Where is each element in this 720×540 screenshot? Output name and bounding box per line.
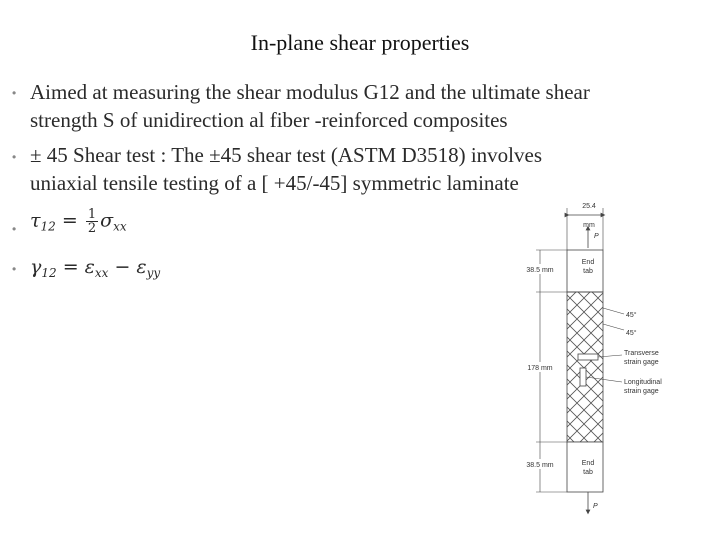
bottom-end-tab-label: tab: [583, 469, 593, 476]
bullet-1-line-2: strength S of unidirection al fiber -reinforced composites: [30, 108, 508, 132]
bottom-end-tab: [567, 442, 603, 492]
bullet-marker: •: [12, 86, 17, 100]
specimen-diagram: [500, 200, 700, 520]
bullet-marker: •: [12, 150, 17, 164]
top-end-tab-label: End: [581, 259, 595, 266]
longitudinal-strain-gage: [580, 368, 586, 386]
top-end-tab-label: tab: [583, 268, 593, 275]
bullet-1-line-1: Aimed at measuring the shear modulus G12 and the ultimate shear: [30, 80, 590, 104]
transverse-strain-gage: [578, 354, 598, 360]
slide-title: In-plane shear properties: [250, 30, 470, 55]
bullet-2-line-2: uniaxial tensile testing of a [ +45/-45] symmetric laminate: [30, 171, 519, 195]
gamma-symbol: γ: [30, 256, 42, 278]
top-load-label: P: [594, 233, 599, 240]
bullet-marker: •: [12, 262, 17, 276]
longitudinal-gage-label: Longitudinal: [624, 379, 662, 386]
shear-strain-equation: $\gamma_{12} = \varepsilon_{xx} - \varepsilon_{yy}$: [30, 256, 161, 280]
shear-stress-equation: $\tau_{12}$ = $\frac{1}{2}$ $\sigma_{xx}$: [30, 207, 127, 236]
angle-leader-top: [603, 308, 624, 314]
transverse-gage-label: Transverse: [624, 350, 659, 357]
tau-symbol: τ: [30, 209, 41, 232]
angle-leader-bottom: [603, 324, 624, 330]
top-tab-length-label: 38.5 mm: [526, 267, 554, 274]
angle-label-top: 45°: [626, 312, 637, 319]
fraction: $\frac{1}{2}$: [87, 207, 97, 236]
transverse-gage-label: strain gage: [624, 359, 659, 366]
bullet-2-line-1: ± 45 Shear test : The ±45 shear test (ASTM D3518) involves: [30, 143, 543, 167]
bottom-tab-length-label: 38.5 mm: [526, 462, 554, 469]
gage-section-crosshatch: [567, 292, 603, 442]
width-unit: mm: [583, 222, 595, 229]
longitudinal-gage-label: strain gage: [624, 388, 659, 395]
bottom-end-tab-label: End: [581, 460, 595, 467]
bottom-load-label: P: [593, 503, 598, 510]
gage-length-label: 178 mm: [527, 365, 553, 372]
bullet-marker: •: [12, 222, 17, 236]
width-label: 25.4: [582, 203, 596, 210]
angle-label-bottom: 45°: [626, 330, 637, 337]
